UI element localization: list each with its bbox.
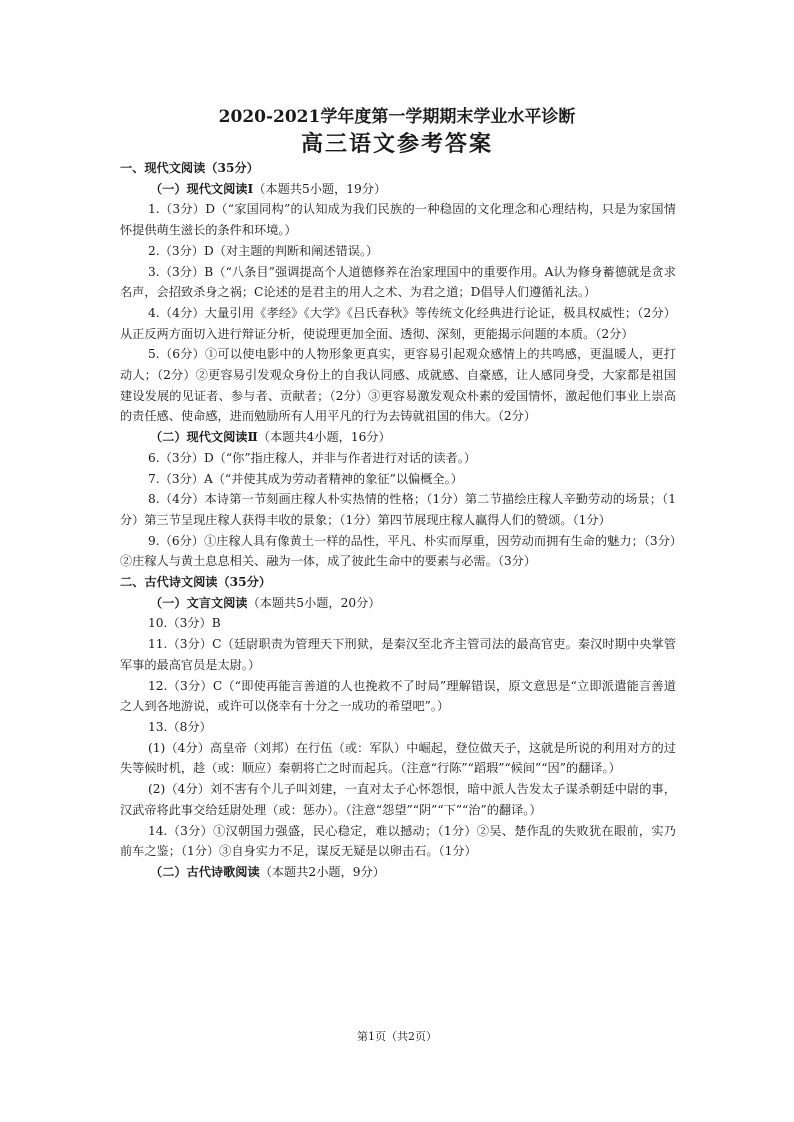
answer-subitem: (1)（4分）高皇帝（刘邦）在行伍（或：军队）中崛起，登位做天子，这就是所说的利用对方的过失等候时机，趁（或：顺应）秦朝将亡之时而起兵。（注意“行陈”“蹈瑕”“候间”“因”的翻译。） — [120, 740, 676, 776]
exam-title: 2020-2021学年度第一学期期末学业水平诊断 — [218, 107, 576, 127]
answer-item: 6.（3分）D（“你”指庄稼人，并非与作者进行对话的读者。） — [148, 450, 477, 465]
answer-item: 5.（6分）①可以使电影中的人物形象更真实，更容易引起观众感情上的共鸣感，更温暖人，更打动人；（2分）②更容易引发观众身份上的自我认同感、成就感、自豪感，让人感同身受，大家都是祖国建设发展的见证者、参与者、贡献者；（2分）③更容易激发观众朴素的爱国情怀，激起他们事业上崇高的责任感、使命感，进而勉励所有人用平凡的行为去铸就祖国的伟大。（2分） — [120, 347, 676, 424]
answer-content — [120, 158, 676, 883]
answer-item: 8.（4分）本诗第一节刻画庄稼人朴实热情的性格；（1分）第二节描绘庄稼人辛勤劳动的场景；（1分）第三节呈现庄稼人获得丰收的景象；（1分）第四节展现庄稼人赢得人们的赞颂。（1分） — [120, 492, 676, 527]
section-heading: 二、古代诗文阅读（35分） — [120, 575, 272, 590]
subsection-title: （二）现代文阅读Ⅱ — [150, 430, 258, 445]
answer-item: 4.（4分）大量引用《孝经》《大学》《吕氏春秋》等传统文化经典进行论证，极具权威性；（2分）从正反两方面切入进行辩证分析，使说理更加全面、透彻、深刻，更能揭示问题的本质。（2分） — [120, 305, 676, 341]
answer-item: 3.（3分）B（“八条目”强调提高个人道德修养在治家理国中的重要作用。A认为修身蓄德就是贪求名声，会招致杀身之祸；C论述的是君主的用人之术、为君之道；D倡导人们遵循礼法。） — [120, 264, 676, 300]
answer-item: 1.（3分）D（“家国同构”的认知成为我们民族的一种稳固的文化理念和心理结构，只是为家国情怀提供萌生滋长的条件和环境。） — [120, 202, 676, 238]
answer-item: 2.（3分）D（对主题的判断和阐述错误。） — [148, 243, 379, 258]
subsection-note: （本题共5小题，19分） — [253, 181, 387, 196]
subsection-heading — [120, 427, 676, 448]
answer-item: 7.（3分）A（“并使其成为劳动者精神的象征”以偏概全。） — [148, 471, 463, 486]
subsection-heading — [120, 593, 676, 614]
subsection-note: （本题共2小题，9分） — [259, 864, 385, 879]
subsection-title: （二）古代诗歌阅读 — [150, 864, 260, 879]
subsection-heading — [120, 179, 676, 200]
answer-item: 12.（3分）C（“即使再能言善道的人也挽救不了时局”理解错误，原文意思是“立即派遣能言善道之人到各地游说，或许可以侥幸有十分之一成功的希望吧”。） — [120, 678, 676, 714]
document-title: 高三语文参考答案 — [300, 131, 493, 157]
answer-subitem: (2)（4分）刘不害有个儿子叫刘建，一直对太子心怀怨恨，暗中派人告发太子谋杀朝廷中尉的事，汉武帝将此事交给廷尉处理（或：惩办）。（注意“怨望”“阴”“下”“治”的翻译。） — [120, 782, 676, 817]
page-number: 第1页（共2页） — [357, 1030, 437, 1043]
answer-item: 11.（3分）C（廷尉职责为管理天下刑狱，是秦汉至北齐主管司法的最高官吏。秦汉时期中央掌管军事的最高官员是太尉。） — [120, 637, 676, 672]
subsection-heading — [120, 862, 676, 883]
answer-item: 14.（3分）①汉朝国力强盛，民心稳定，难以撼动；（1分）②吴、楚作乱的失败犹在眼前，实乃前车之鉴；（1分）③自身实力不足，谋反无疑是以卵击石。（1分） — [120, 823, 676, 859]
subsection-title: （一）现代文阅读Ⅰ — [150, 181, 254, 196]
answer-item: 10.（3分）B — [148, 616, 221, 631]
answer-item: 9.（6分）①庄稼人具有像黄土一样的品性，平凡、朴实而厚重，因劳动而拥有生命的魅力；（3分）②庄稼人与黄土息息相关、融为一体，成了彼此生命中的要素与必需。（3分） — [120, 533, 676, 569]
subsection-title: （一）文言文阅读 — [150, 595, 248, 610]
section-heading: 一、现代文阅读（35分） — [120, 161, 259, 175]
subsection-note: （本题共5小题，20分） — [247, 595, 381, 610]
answer-item: 13.（8分） — [148, 719, 212, 734]
subsection-note: （本题共4小题，16分） — [257, 430, 391, 445]
